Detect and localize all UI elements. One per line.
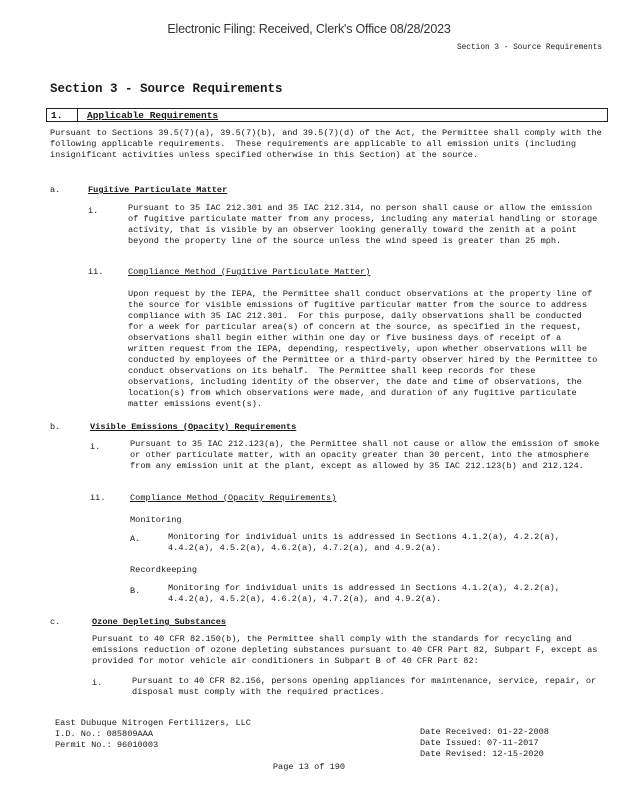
footer-date-revised: Date Revised: 12-15-2020 [420,749,544,759]
item-b-B-label: B. [130,586,141,596]
item-b-A-text: Monitoring for individual units is addressed in Sections 4.1.2(a), 4.2.2(a), 4.4.2(a), 4.5.2(a), 4.6.2(a), 4.7.2(a), and 4.9.2(a). [168,532,566,553]
page-number: Page 13 of 190 [272,762,346,772]
item-a-ii-text: Upon request by the IEPA, the Permittee shall conduct observations at the property line of the source for visible emissions of fugitive particular matter from the source to address compliance with 35 IAC 212.301. For this purpose, daily observations shall be conducted for a week for particular area(s) of concern at the source, as specified in the request, observations shall begin either within one day or five business days of receipt of a written request from the IEPA, depending, respectively, upon whether observations will be conducted by employees of the Permittee or a third-party observer hired by the Permittee to conduct observations on its behalf. The Permittee shall keep records for these observations, including identity of the observer, the date and time of observations, the location(s) from which observations were made, and duration of any fugitive particulate matter emissions event(s). [128,289,603,409]
item-b-title: Visible Emissions (Opacity) Requirements [90,422,297,432]
footer-permit-number: Permit No.: 96010003 [55,740,159,750]
item-b-ii-title: Compliance Method (Opacity Requirements) [130,493,337,503]
item-b-i-text: Pursuant to 35 IAC 212.123(a), the Permittee shall not cause or allow the emission of smoke or other particulate matter, with an opacity greater than 30 percent, into the atmosphere from any emission unit at the plant, except as allowed by 35 IAC 212.123(b) and 212.124. [130,439,605,471]
running-header: Section 3 - Source Requirements [456,44,602,52]
part-number: 1. [51,110,63,121]
item-c-label: c. [50,617,61,627]
item-a-label: a. [50,185,61,195]
footer-permittee-block [55,718,251,751]
intro-paragraph: Pursuant to Sections 39.5(7)(a), 39.5(7)(b), and 39.5(7)(d) of the Act, the Permittee shall comply with the following applicable requirements. These requirements are applicable to all emission units (including insignificant activities unless specified otherwise in this Section) at the source. [50,128,607,160]
footer-date-issued: Date Issued: 07-11-2017 [420,738,539,748]
item-c-title: Ozone Depleting Substances [92,617,227,627]
item-c-text: Pursuant to 40 CFR 82.150(b), the Permittee shall comply with the standards for recycling and emissions reduction of ozone depleting substances pursuant to 40 CFR Part 82, Subpart F, except as provided for motor vehicle air conditioners in Subpart B of 40 CFR Part 82: [92,634,603,666]
applicable-requirements-heading-bar [46,108,608,122]
item-a-title: Fugitive Particulate Matter [88,185,228,195]
item-a-i-label: i. [88,206,99,216]
item-b-B-text: Monitoring for individual units is addressed in Sections 4.1.2(a), 4.2.2(a), 4.4.2(a), 4.5.2(a), 4.6.2(a), 4.7.2(a), and 4.9.2(a). [168,583,566,604]
recordkeeping-heading: Recordkeeping [130,565,198,575]
item-b-label: b. [50,422,61,432]
footer-id-number: I.D. No.: 085809AAA [55,729,153,739]
item-c-i-label: i. [92,678,103,688]
part-title: Applicable Requirements [87,110,219,121]
item-a-ii-title: Compliance Method (Fugitive Particulate Matter) [128,267,371,277]
electronic-filing-stamp: Electronic Filing: Received, Clerk's Office 08/28/2023 [167,22,451,36]
bar-divider [77,108,78,122]
item-b-i-label: i. [90,442,101,452]
item-c-i-text: Pursuant to 40 CFR 82.156, persons opening appliances for maintenance, service, repair, or disposal must comply with the required practices. [132,676,602,697]
monitoring-heading: Monitoring [130,515,182,525]
footer-date-received: Date Received: 01-22-2008 [420,727,549,737]
footer-dates-block [420,727,549,760]
footer-company: East Dubuque Nitrogen Fertilizers, LLC [55,718,251,728]
section-title: Section 3 - Source Requirements [50,82,283,96]
item-a-ii-label: ii. [88,267,104,277]
item-a-i-text: Pursuant to 35 IAC 212.301 and 35 IAC 212.314, no person shall cause or allow the emission of fugitive particulate matter from any process, including any material handling or storage activity, that is visible by an observer looking generally toward the zenith at a point beyond the property line of the source unless the wind speed is greater than 25 mph. [128,203,603,246]
item-b-A-label: A. [130,534,141,544]
item-b-ii-label: ii. [90,493,106,503]
